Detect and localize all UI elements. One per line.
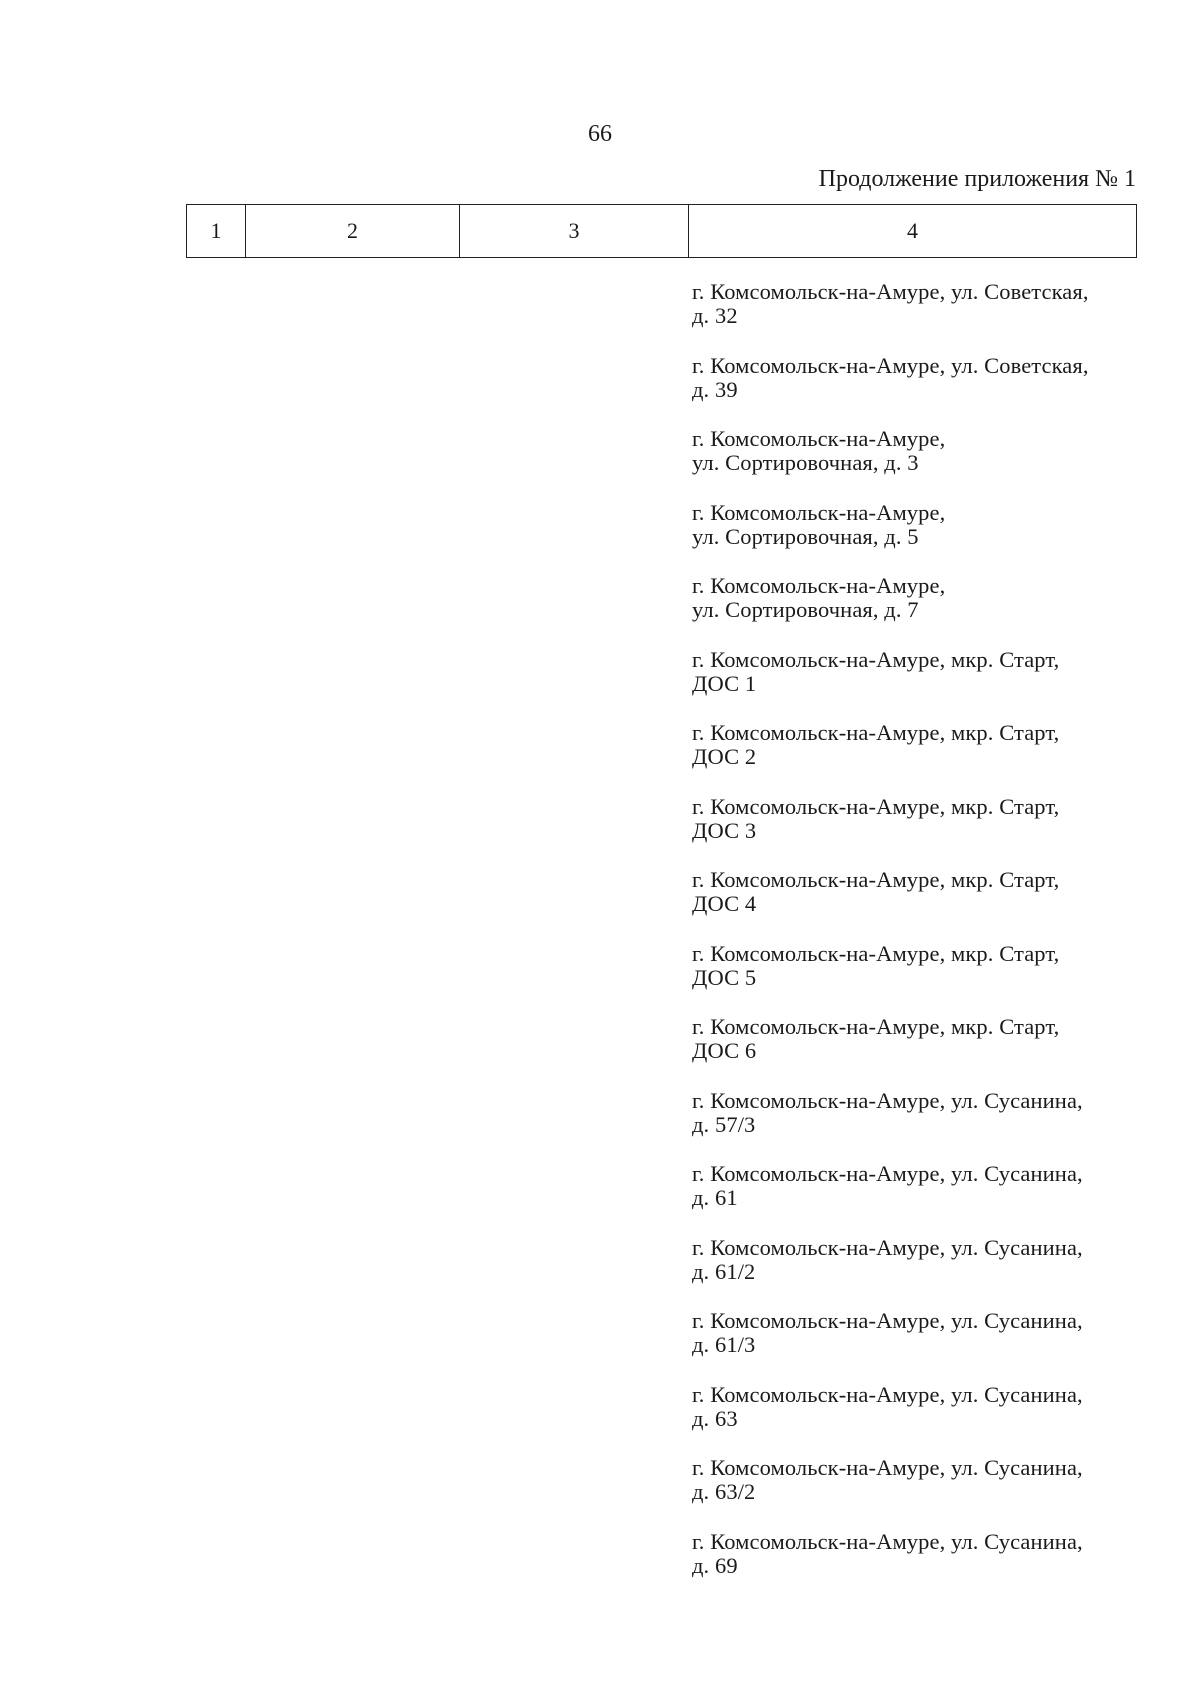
address-line-2: ДОС 2 [692, 744, 757, 769]
address-line-2: д. 39 [692, 376, 738, 402]
address-item [692, 1383, 1132, 1457]
address-line-2: д. 63 [692, 1405, 738, 1431]
address-line-1: г. Комсомольск-на-Амуре, ул. Сусанина, [692, 1528, 1083, 1554]
address-line-1: г. Комсомольск-на-Амуре, мкр. Старт, [692, 646, 1060, 672]
address-line-2: д. 61 [692, 1185, 738, 1210]
appendix-continuation-note: Продолжение приложения № 1 [818, 166, 1136, 192]
address-line-1: г. Комсомольск-на-Амуре, [692, 426, 946, 451]
address-line-2: ДОС 1 [692, 670, 757, 696]
address-line-1: г. Комсомольск-на-Амуре, ул. Советская, [692, 352, 1089, 378]
column-header-4: 4 [689, 205, 1137, 258]
address-line-2: ул. Сортировочная, д. 3 [692, 450, 919, 475]
address-line-2: ДОС 4 [692, 891, 757, 916]
address-line-2: д. 61/2 [692, 1258, 756, 1284]
address-line-2: ДОС 6 [692, 1038, 757, 1063]
address-item [692, 1530, 1132, 1604]
address-item [692, 795, 1132, 869]
address-line-1: г. Комсомольск-на-Амуре, ул. Сусанина, [692, 1234, 1083, 1260]
address-line-2: д. 32 [692, 303, 738, 328]
page-number: 66 [588, 121, 612, 147]
address-line-2: д. 57/3 [692, 1111, 756, 1137]
address-line-1: г. Комсомольск-на-Амуре, мкр. Старт, [692, 720, 1060, 745]
address-line-2: ДОС 5 [692, 964, 757, 990]
address-line-1: г. Комсомольск-на-Амуре, ул. Сусанина, [692, 1308, 1083, 1333]
address-line-2: ДОС 3 [692, 817, 757, 843]
address-line-1: г. Комсомольск-на-Амуре, ул. Сусанина, [692, 1087, 1083, 1113]
address-line-1: г. Комсомольск-на-Амуре, мкр. Старт, [692, 867, 1060, 892]
address-item [692, 427, 1132, 501]
column-header-table [186, 204, 1137, 258]
address-line-1: г. Комсомольск-на-Амуре, мкр. Старт, [692, 940, 1060, 966]
address-item [692, 1456, 1132, 1530]
address-item [692, 501, 1132, 575]
address-list [692, 280, 1132, 1603]
address-item [692, 1236, 1132, 1310]
address-item [692, 1089, 1132, 1163]
address-item [692, 1309, 1132, 1383]
column-header-3: 3 [460, 205, 689, 258]
column-header-row [187, 205, 1137, 258]
address-item [692, 354, 1132, 428]
column-header-1: 1 [187, 205, 246, 258]
address-item [692, 868, 1132, 942]
address-line-1: г. Комсомольск-на-Амуре, ул. Сусанина, [692, 1161, 1083, 1186]
address-item [692, 280, 1132, 354]
address-line-1: г. Комсомольск-на-Амуре, [692, 499, 946, 525]
address-line-2: ул. Сортировочная, д. 7 [692, 597, 919, 622]
address-line-1: г. Комсомольск-на-Амуре, мкр. Старт, [692, 793, 1060, 819]
address-item [692, 574, 1132, 648]
address-line-2: д. 63/2 [692, 1479, 756, 1504]
column-header-2: 2 [246, 205, 460, 258]
address-item [692, 1015, 1132, 1089]
address-line-1: г. Комсомольск-на-Амуре, ул. Советская, [692, 279, 1089, 304]
address-line-2: ул. Сортировочная, д. 5 [692, 523, 919, 549]
address-item [692, 648, 1132, 722]
address-line-1: г. Комсомольск-на-Амуре, [692, 573, 946, 598]
address-line-2: д. 61/3 [692, 1332, 756, 1357]
address-line-1: г. Комсомольск-на-Амуре, мкр. Старт, [692, 1014, 1060, 1039]
address-line-2: д. 69 [692, 1552, 738, 1578]
address-item [692, 942, 1132, 1016]
address-line-1: г. Комсомольск-на-Амуре, ул. Сусанина, [692, 1381, 1083, 1407]
address-item [692, 1162, 1132, 1236]
address-item [692, 721, 1132, 795]
address-line-1: г. Комсомольск-на-Амуре, ул. Сусанина, [692, 1455, 1083, 1480]
